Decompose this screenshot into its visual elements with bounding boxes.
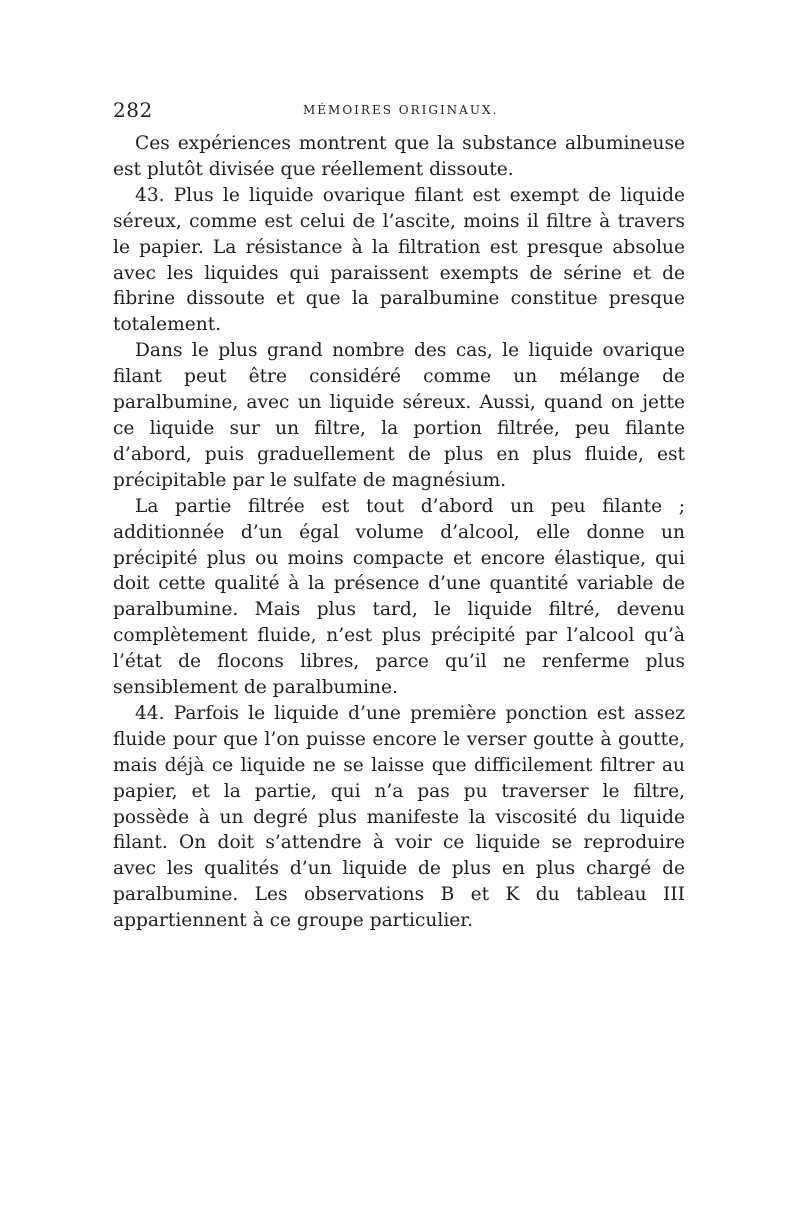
paragraph-2: 43. Plus le liquide ovarique filant est exempt de liquide séreux, comme est celui de l’ascite, moins il filtre à travers le papier. La résistance à la filtration est presque absolue avec les liquides qui paraissent exempts de sérine et de fibrine dissoute et que la paralbumine constitue presque totalement. [113, 184, 685, 336]
page-number: 282 [113, 98, 153, 122]
paragraph-1: Ces expériences montrent que la substance albumineuse est plutôt divisée que réellement dissoute. [113, 133, 685, 180]
running-head: MÉMOIRES ORIGINAUX. [303, 103, 499, 117]
paragraph-4: La partie filtrée est tout d’abord un peu filante ; additionnée d’un égal volume d’alcool, elle donne un précipité plus ou moins compacte et encore élastique, qui doit cette qualité à la présence d’une quantité variable de paralbumine. Mais plus tard, le liquide filtré, devenu complètement fluide, n’est plus précipité par l’alcool qu’à l’état de flocons libres, parce qu’il ne renferme plus sensiblement de paralbumine. [113, 495, 685, 699]
paragraph-3: Dans le plus grand nombre des cas, le liquide ovarique filant peut être considéré comme un mélange de paralbumine, avec un liquide séreux. Aussi, quand on jette ce liquide sur un filtre, la portion filtrée, peu filante d’abord, puis graduellement de plus en plus fluide, est précipitable par le sulfate de magnésium. [113, 340, 685, 491]
body-text [113, 131, 685, 934]
page-header [113, 98, 685, 122]
paragraph-5: 44. Parfois le liquide d’une première ponction est assez fluide pour que l’on puisse encore le verser goutte à goutte, mais déjà ce liquide ne se laisse que difficilement filtrer au papier, et la partie, qui n’a pas pu traverser le filtre, possède à un degré plus manifeste la viscosité du liquide filant. On doit s’attendre à voir ce liquide se reproduire avec les qualités d’un liquide de plus en plus chargé de paralbumine. Les observations B et K du tableau III appartiennent à ce groupe particulier. [113, 702, 685, 932]
